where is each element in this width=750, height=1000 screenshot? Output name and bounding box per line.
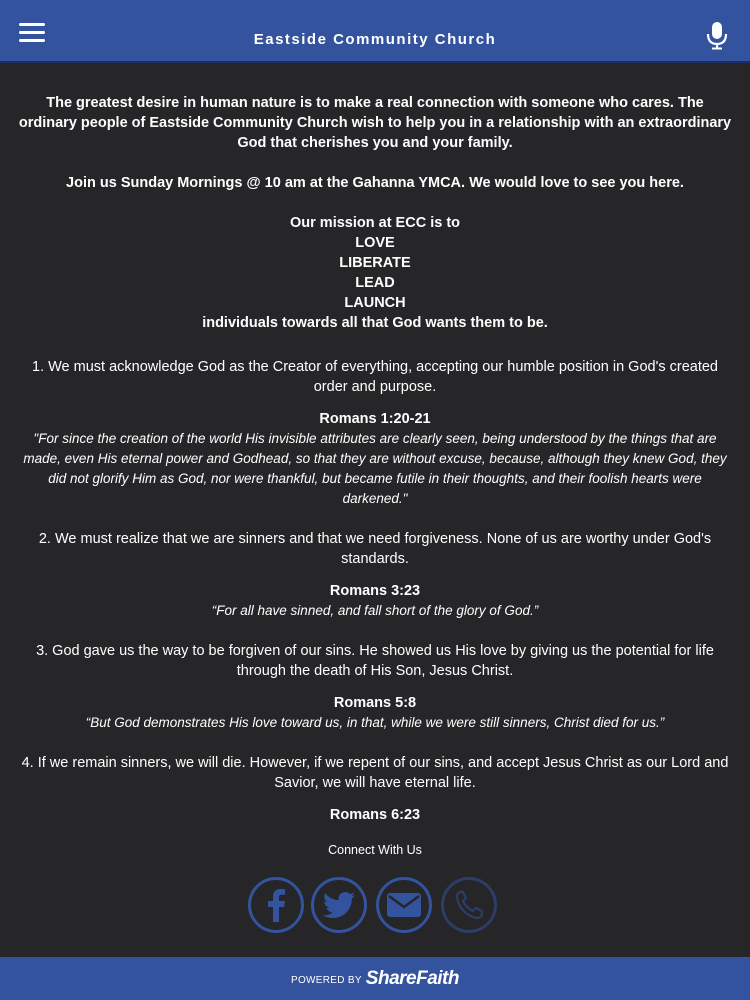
twitter-button[interactable] (311, 877, 367, 933)
intro-section (0, 63, 750, 333)
phone-icon (455, 890, 483, 920)
phone-button[interactable] (441, 877, 497, 933)
verse-reference: Romans 1:20-21 (319, 411, 431, 427)
email-button[interactable] (376, 877, 432, 933)
main-content[interactable] (0, 63, 750, 839)
powered-by-bar[interactable] (0, 957, 750, 1000)
mission-heading: Our mission at ECC is to (290, 215, 460, 231)
point-block (16, 529, 734, 621)
powered-by-label: POWERED BY (291, 974, 362, 986)
connect-label: Connect With Us (328, 843, 422, 857)
point-text: 1. We must acknowledge God as the Creator of everything, accepting our humble position in God's created order and purpose. (32, 359, 718, 395)
verse-reference: Romans 6:23 (329, 807, 421, 823)
verse-text: “For all have sinned, and fall short of the glory of God.” (211, 603, 539, 618)
verse-text: “But God demonstrates His love toward us, in that, while we were still sinners, Christ died for us.” (85, 715, 665, 730)
email-icon (387, 893, 421, 917)
point-block (16, 753, 734, 825)
point-text: 2. We must realize that we are sinners and that we need forgiveness. None of us are worthy under God's standards. (38, 531, 712, 567)
mission-word: LOVE (355, 235, 395, 251)
facebook-icon (264, 888, 288, 922)
point-text: 3. God gave us the way to be forgiven of our sins. He showed us His love by giving us the potential for life through the death of His Son, Jesus Christ. (36, 643, 714, 679)
point-block (16, 641, 734, 733)
facebook-button[interactable] (248, 877, 304, 933)
intro-paragraph: The greatest desire in human nature is to make a real connection with someone who cares. The ordinary people of Eastside Community Church wish to help you in a relationship with an extraordinary God that cherishes you and your family. (18, 95, 732, 151)
microphone-button[interactable] (706, 22, 728, 50)
mission-closing: individuals towards all that God wants them to be. (202, 315, 548, 331)
sharefaith-logo: ShareFaith (365, 967, 459, 989)
mission-word: LEAD (355, 275, 395, 291)
verse-reference: Romans 5:8 (333, 695, 417, 711)
point-block (16, 357, 734, 509)
point-text: 4. If we remain sinners, we will die. However, if we repent of our sins, and accept Jesus Christ as our Lord and Savior, we will have eternal life. (21, 755, 729, 791)
mission-word: LAUNCH (344, 295, 406, 311)
microphone-icon (706, 22, 728, 50)
service-times: Join us Sunday Mornings @ 10 am at the Gahanna YMCA. We would love to see you here. (66, 175, 684, 191)
twitter-icon (323, 892, 355, 918)
top-bar (0, 0, 750, 63)
mission-word: LIBERATE (339, 255, 411, 271)
verse-reference: Romans 3:23 (329, 583, 421, 599)
belief-points (0, 333, 750, 825)
page-title: Eastside Community Church (253, 31, 497, 48)
verse-text: "For since the creation of the world His invisible attributes are clearly seen, being understood by the things that are made, even His eternal power and Godhead, so that they are without excuse, because, although they knew God, they did not glorify Him as God, nor were thankful, but became futile in their thoughts, and their foolish hearts were darkened." (23, 431, 727, 506)
social-links (0, 877, 750, 937)
